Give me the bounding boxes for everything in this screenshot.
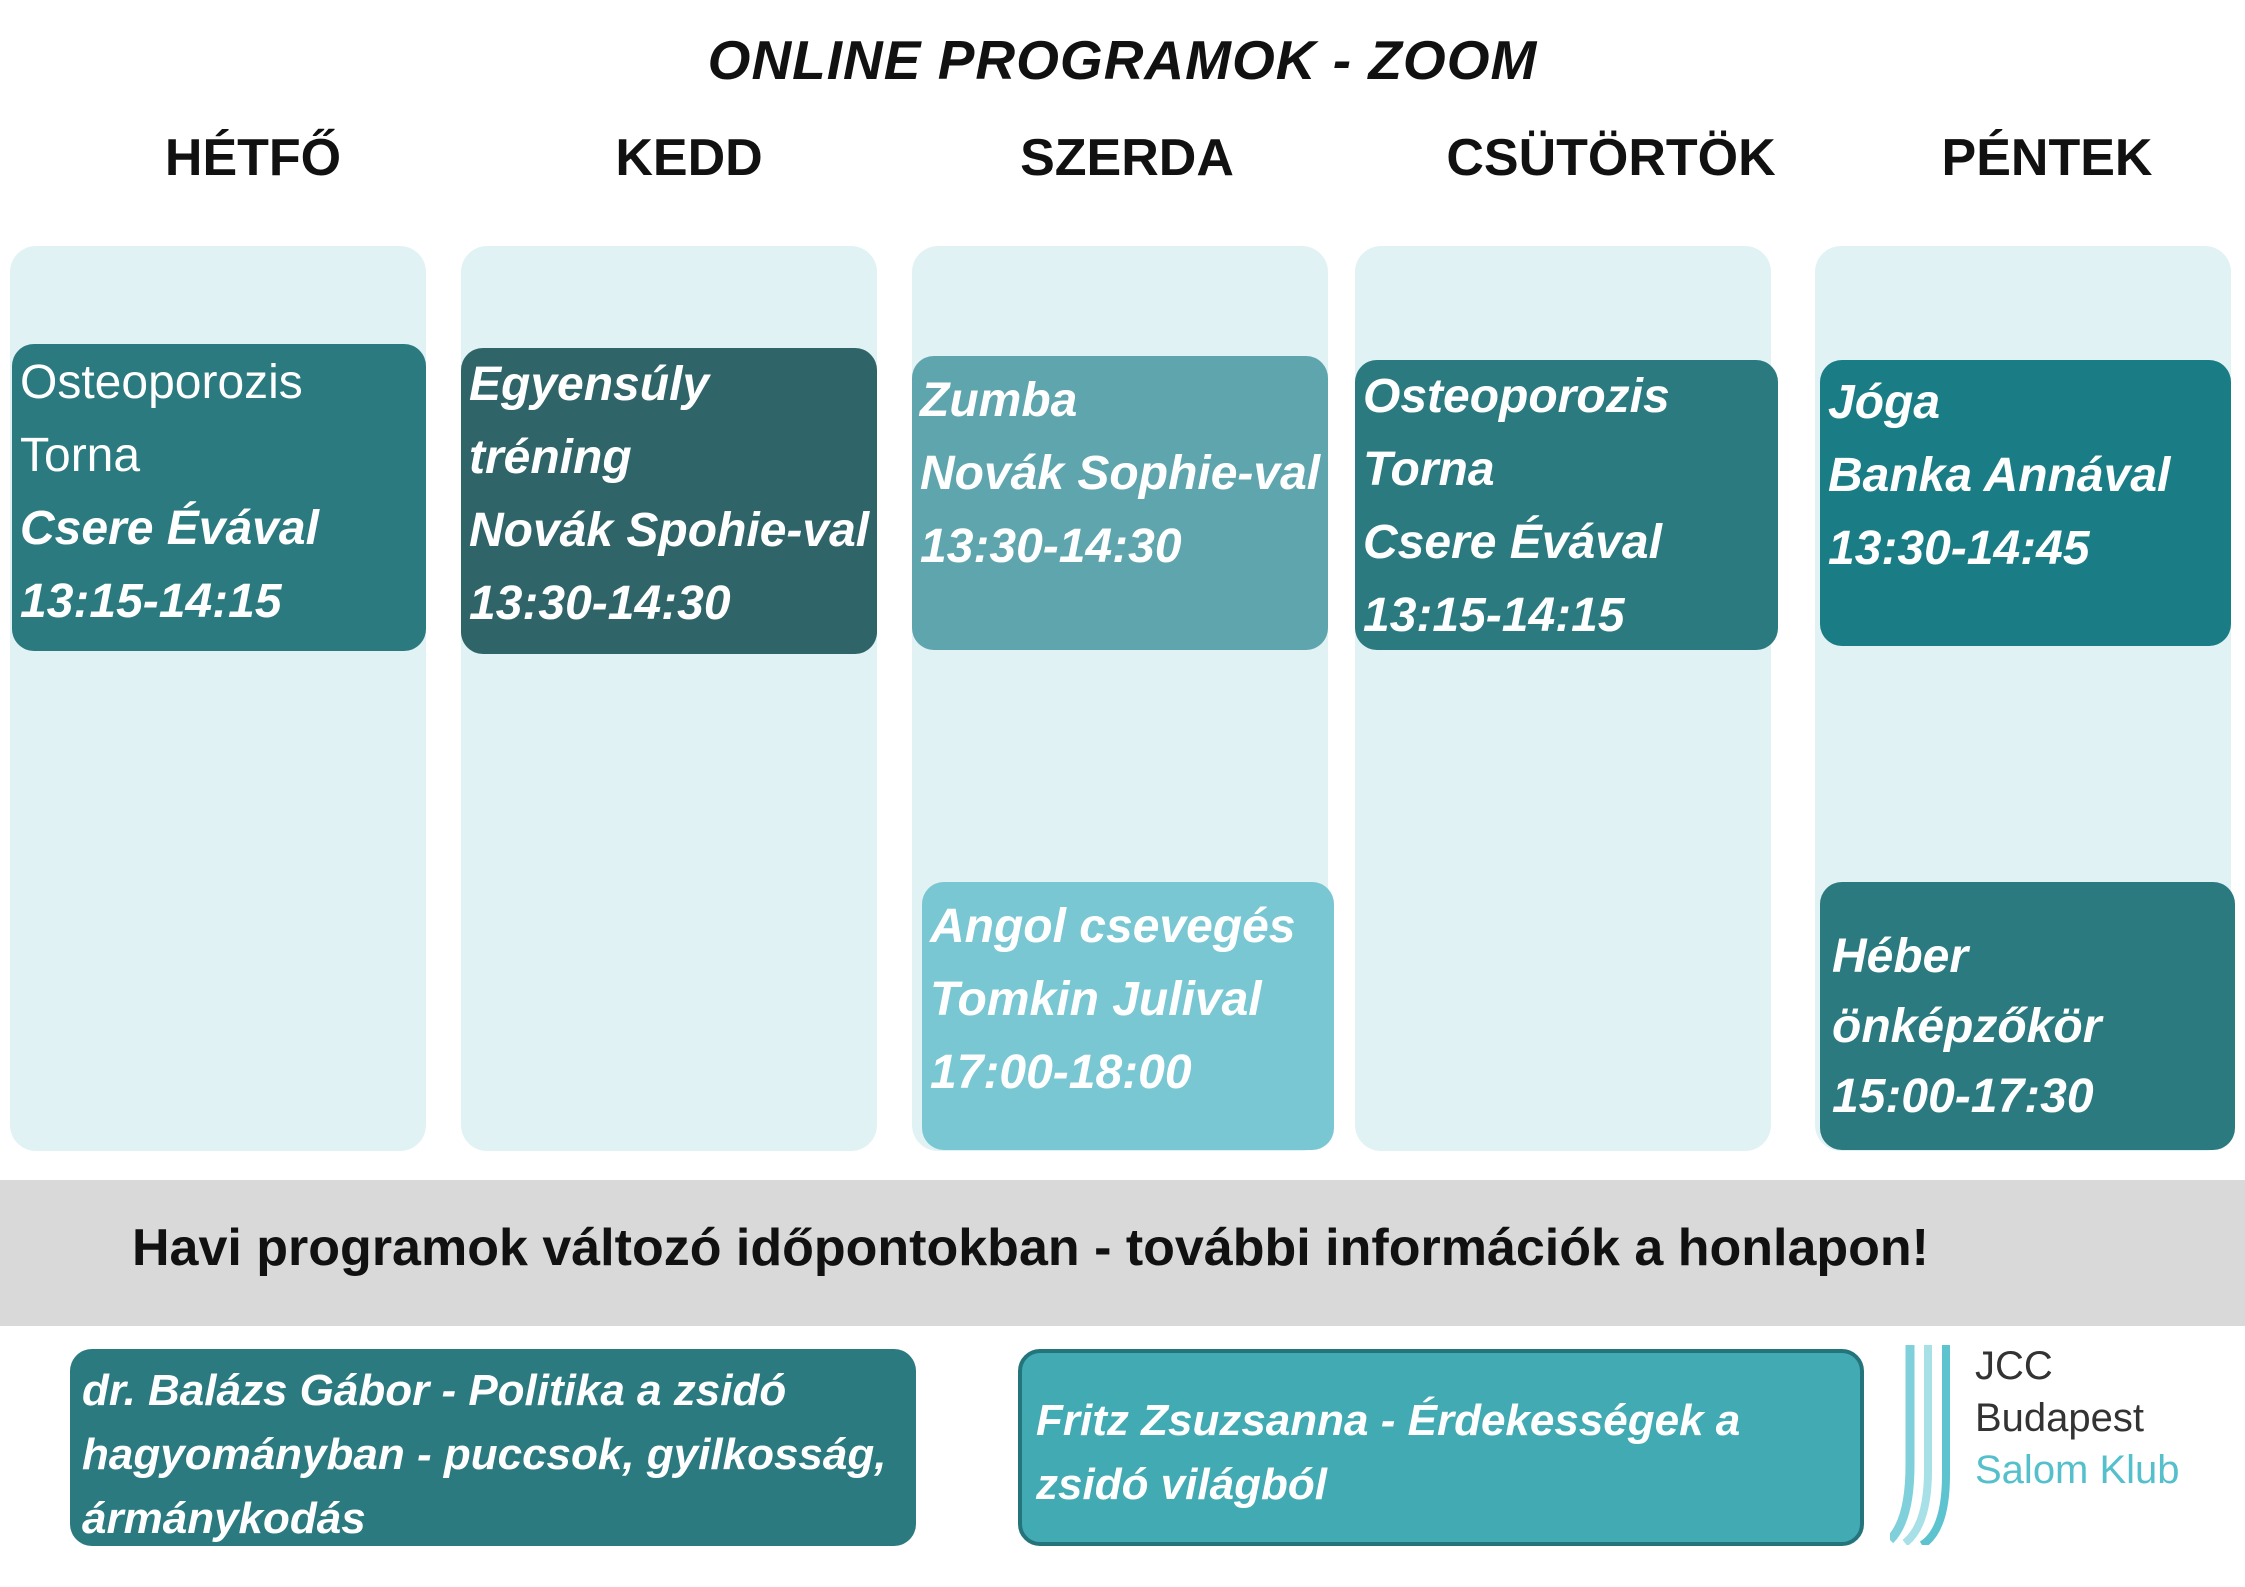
program-host: Csere Évával (1363, 516, 1662, 569)
program-host: Novák Sophie-val (920, 447, 1321, 500)
program-time: 17:00-18:00 (930, 1046, 1192, 1099)
program-title: önképzőkör (1832, 1000, 2102, 1053)
day-header-wednesday: SZERDA (1020, 129, 1234, 187)
program-time: 15:00-17:30 (1832, 1070, 2094, 1123)
logo-line-2: Budapest (1975, 1396, 2145, 1440)
logo-line-3: Salom Klub (1975, 1448, 2180, 1492)
program-time: 13:15-14:15 (20, 575, 282, 628)
program-title: Osteoporozis (20, 356, 303, 409)
program-host: Novák Spohie-val (469, 504, 870, 557)
monthly-program-line: zsidó világból (1036, 1460, 1327, 1509)
program-card-wednesday-1 (912, 356, 1328, 650)
program-time: 13:30-14:30 (920, 520, 1182, 573)
program-host: Banka Annával (1828, 449, 2171, 502)
program-title: Egyensúly (469, 358, 710, 411)
program-card-friday-1 (1820, 360, 2231, 646)
program-title: Torna (20, 429, 141, 482)
program-title: Héber (1832, 930, 1969, 983)
program-card-thursday (1355, 360, 1778, 650)
program-title: Torna (1363, 443, 1495, 496)
banner-text: Havi programok változó időpontokban - további információk a honlapon! (132, 1219, 1929, 1277)
day-header-monday: HÉTFŐ (164, 129, 342, 187)
jcc-logo-icon (1890, 1345, 1960, 1545)
program-time: 13:30-14:45 (1828, 522, 2090, 575)
page-title: ONLINE PROGRAMOK - ZOOM (707, 29, 1538, 91)
program-time: 13:30-14:30 (469, 577, 731, 630)
program-title: tréning (469, 431, 632, 484)
logo-line-1: JCC (1975, 1344, 2053, 1388)
day-header-thursday: CSÜTÖRTÖK (1446, 129, 1776, 187)
day-header-tuesday: KEDD (615, 129, 763, 187)
jcc-logo-text (1975, 1340, 2180, 1496)
monthly-program-line: Fritz Zsuzsanna - Érdekességek a (1036, 1396, 1741, 1445)
program-card-wednesday-2 (922, 882, 1334, 1150)
monthly-program-line: dr. Balázs Gábor - Politika a zsidó (82, 1366, 787, 1415)
program-title: Zumba (920, 374, 1078, 427)
program-card-monday (12, 344, 426, 651)
program-host: Tomkin Julival (930, 973, 1262, 1026)
program-card-tuesday (461, 348, 877, 654)
program-title: Osteoporozis (1363, 370, 1670, 423)
monthly-program-card-left (70, 1349, 916, 1546)
monthly-program-line: ármánykodás (82, 1494, 366, 1543)
program-card-friday-2 (1820, 882, 2235, 1150)
monthly-program-line: hagyományban - puccsok, gyilkosság, (82, 1430, 887, 1479)
program-title: Angol csevegés (930, 900, 1296, 953)
program-time: 13:15-14:15 (1363, 589, 1625, 642)
program-host: Csere Évával (20, 502, 319, 555)
info-banner (0, 1180, 2245, 1326)
day-header-friday: PÉNTEK (1941, 129, 2153, 187)
monthly-program-card-right (1018, 1349, 1864, 1546)
program-title: Jóga (1828, 376, 1941, 429)
